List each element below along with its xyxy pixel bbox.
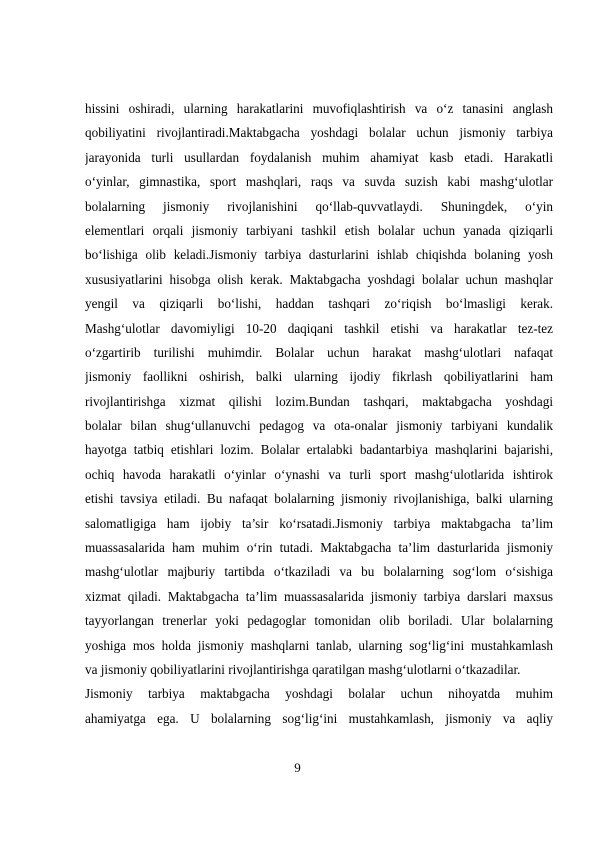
text-line: mashg‘ulotlar majburiy tartibda o‘tkaziladi va bu bolalarning sog‘lom o‘sishiga [85,564,553,580]
text-line: jarayonida turli usullardan foydalanish muhim ahamiyat kasb etadi. Harakatli [85,149,553,165]
text-line: bolalar bilan shug‘ullanuvchi pedagog va ota-onalar jismoniy tarbiyani kundalik [85,418,553,434]
text-line: Jismoniy tarbiya maktabgacha yoshdagi bolalar uchun nihoyatda muhim [85,686,553,702]
text-line: yoshiga mos holda jismoniy mashqlarni tanlab, ularning sog‘lig‘ini mustahkamlash [85,637,553,653]
text-line: jismoniy faollikni oshirish, balki ularning ijodiy fikrlash qobiliyatlarini ham [85,369,553,385]
text-line: Mashg‘ulotlar davomiyligi 10-20 daqiqani tashkil etishi va harakatlar tez-tez [85,320,553,336]
page-number: 9 [294,760,301,775]
text-line: bolalarning jismoniy rivojlanishini qo‘llab-quvvatlaydi. Shuningdek, o‘yin [85,198,553,214]
text-line: va jismoniy qobiliyatlarini rivojlantirishga qaratilgan mashg‘ulotlarni o‘tkazadilar. [85,661,521,677]
text-line: xususiyatlarini hisobga olish kerak. Maktabgacha yoshdagi bolalar uchun mashqlar [85,271,553,287]
text-line: rivojlantirishga xizmat qilishi lozim.Bundan tashqari, maktabgacha yoshdagi [85,393,553,409]
text-line: elementlari orqali jismoniy tarbiyani tashkil etish bolalar uchun yanada qiziqarli [85,222,553,238]
text-line: tayyorlangan trenerlar yoki pedagoglar tomonidan olib boriladi. Ular bolalarning [85,613,553,629]
text-line: etishi tavsiya etiladi. Bu nafaqat bolalarning jismoniy rivojlanishiga, balki ularning [85,491,553,507]
text-line: ochiq havoda harakatli o‘yinlar o‘ynashi va turli sport mashg‘ulotlarida ishtirok [85,466,553,482]
text-line: salomatligiga ham ijobiy ta’sir ko‘rsatadi.Jismoniy tarbiya maktabgacha ta’lim [85,515,553,531]
text-line: yengil va qiziqarli bo‘lishi, haddan tashqari zo‘riqish bo‘lmasligi kerak. [85,296,553,312]
text-line: hayotga tatbiq etishlari lozim. Bolalar ertalabki badantarbiya mashqlarini bajarishi, [85,442,553,458]
text-line: xizmat qiladi. Maktabgacha ta’lim muassasalarida jismoniy tarbiya darslari maxsus [85,588,553,604]
body-text [85,97,553,731]
text-line: o‘yinlar, gimnastika, sport mashqlari, raqs va suvda suzish kabi mashg‘ulotlar [85,174,553,190]
text-line: ahamiyatga ega. U bolalarning sog‘lig‘ini mustahkamlash, jismoniy va aqliy [85,710,553,726]
text-line: bo‘lishiga olib keladi.Jismoniy tarbiya dasturlarini ishlab chiqishda bolaning yosh [85,247,553,263]
text-line: qobiliyatini rivojlantiradi.Maktabgacha yoshdagi bolalar uchun jismoniy tarbiya [85,125,553,141]
text-line: hissini oshiradi, ularning harakatlarini muvofiqlashtirish va o‘z tanasini anglash [85,101,553,116]
text-line: o‘zgartirib turilishi muhimdir. Bolalar uchun harakat mashg‘ulotlari nafaqat [85,344,553,360]
text-line: muassasalarida ham muhim o‘rin tutadi. Maktabgacha ta’lim dasturlarida jismoniy [85,540,553,556]
